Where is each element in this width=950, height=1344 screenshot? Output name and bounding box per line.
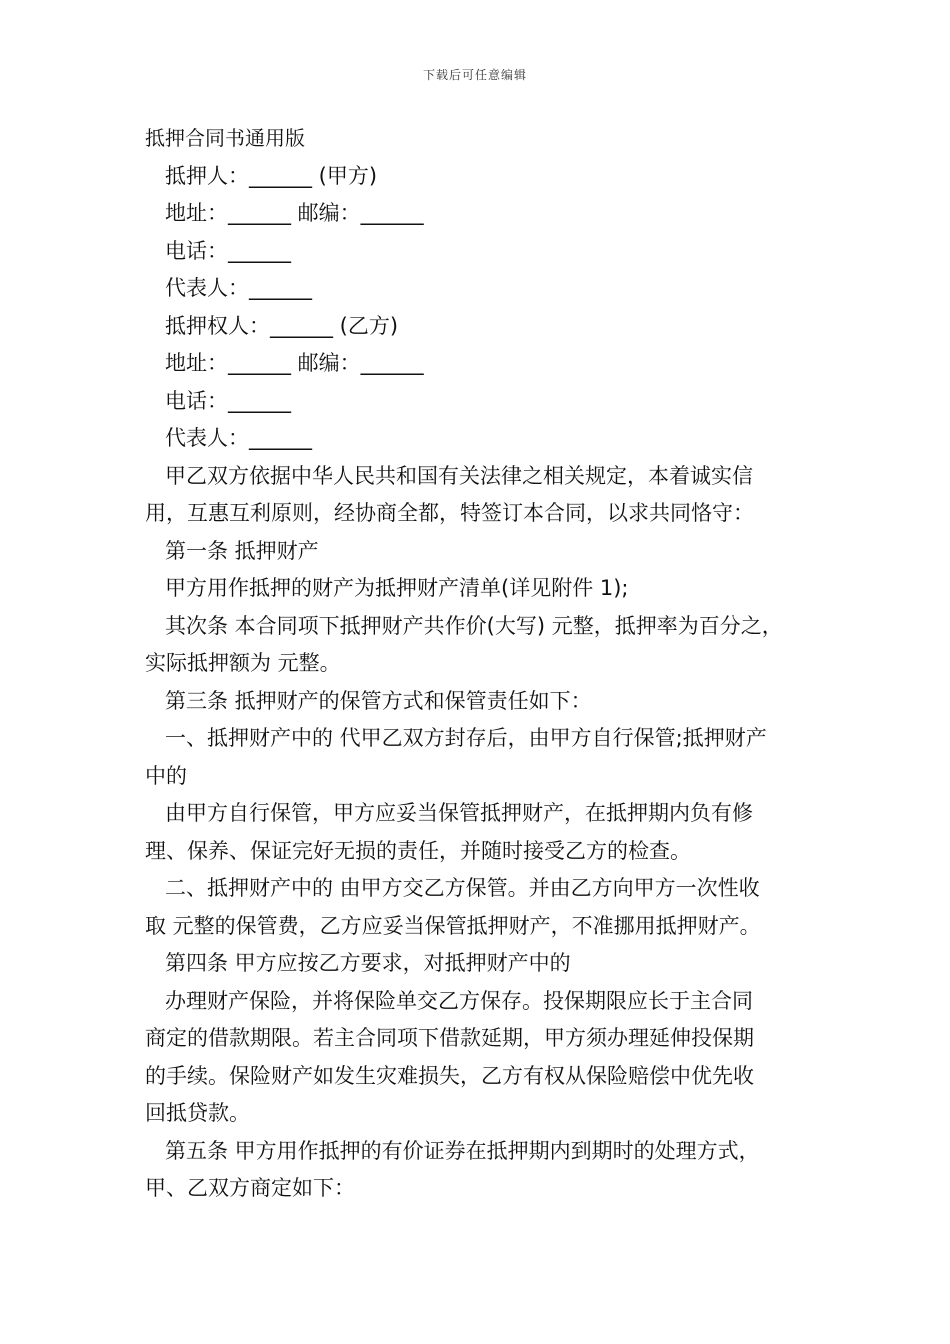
header-note: 下载后可任意编辑 <box>422 68 527 82</box>
party-b-phone-line: 电话：______ <box>165 388 291 413</box>
party-b-representative-line: 代表人：______ <box>165 426 312 450</box>
article-5-line-1: 第五条 甲方用作抵押的有价证券在抵押期内到期时的处理方式， <box>165 1138 760 1163</box>
article-4-line-2: 商定的借款期限。若主合同项下借款延期，甲方须办理延伸投保期 <box>145 1026 754 1050</box>
article-2-line-1: 其次条 本合同项下抵押财产共作价(大写) 元整，抵押率为百分之， <box>165 613 783 638</box>
mortgagee-line: 抵押权人：______ (乙方) <box>165 313 399 338</box>
article-3-item-1b-line-2: 理、保养、保证完好无损的责任，并随时接受乙方的检查。 <box>145 838 691 863</box>
document-body <box>145 120 825 1208</box>
article-3-item-2-line-1: 二、抵押财产中的 由甲方交乙方保管。并由乙方向甲方一次性收 <box>165 876 760 900</box>
article-3-item-1-line-1: 一、抵押财产中的 代甲乙双方封存后，由甲方自行保管;抵押财产 <box>165 726 767 750</box>
party-a-representative-line: 代表人：______ <box>165 276 312 300</box>
article-4-heading: 第四条 甲方应按乙方要求，对抵押财产中的 <box>165 951 571 975</box>
article-3-item-2-line-2: 取 元整的保管费，乙方应妥当保管抵押财产，不准挪用抵押财产。 <box>145 913 761 938</box>
article-2-line-2: 实际抵押额为 元整。 <box>145 651 341 675</box>
article-1-heading: 第一条 抵押财产 <box>165 538 319 563</box>
document-title: 抵押合同书通用版 <box>145 126 305 150</box>
article-1-body: 甲方用作抵押的财产为抵押财产清单(详见附件 1); <box>165 576 629 600</box>
mortgagor-line: 抵押人：______ (甲方) <box>165 163 378 188</box>
article-5-line-2: 甲、乙双方商定如下： <box>145 1176 355 1200</box>
article-3-heading: 第三条 抵押财产的保管方式和保管责任如下： <box>165 688 592 713</box>
article-3-item-1b-line-1: 由甲方自行保管，甲方应妥当保管抵押财产，在抵押期内负有修 <box>165 801 753 825</box>
party-b-address-line: 地址：______ 邮编：______ <box>165 351 424 375</box>
article-4-line-1: 办理财产保险，并将保险单交乙方保存。投保期限应长于主合同 <box>165 988 753 1013</box>
preamble-line-2: 用，互惠互利原则，经协商全都，特签订本合同，以求共同恪守： <box>145 501 754 525</box>
party-a-phone-line: 电话：______ <box>165 238 291 263</box>
party-a-address-line: 地址：______ 邮编：______ <box>165 201 424 225</box>
preamble-line-1: 甲乙双方依据中华人民共和国有关法律之相关规定，本着诚实信 <box>165 463 753 488</box>
article-4-line-3: 的手续。保险财产如发生灾难损失，乙方有权从保险赔偿中优先收 <box>145 1063 754 1088</box>
article-3-item-1-line-2: 中的 <box>145 763 187 788</box>
article-4-line-4: 回抵贷款。 <box>145 1101 250 1125</box>
